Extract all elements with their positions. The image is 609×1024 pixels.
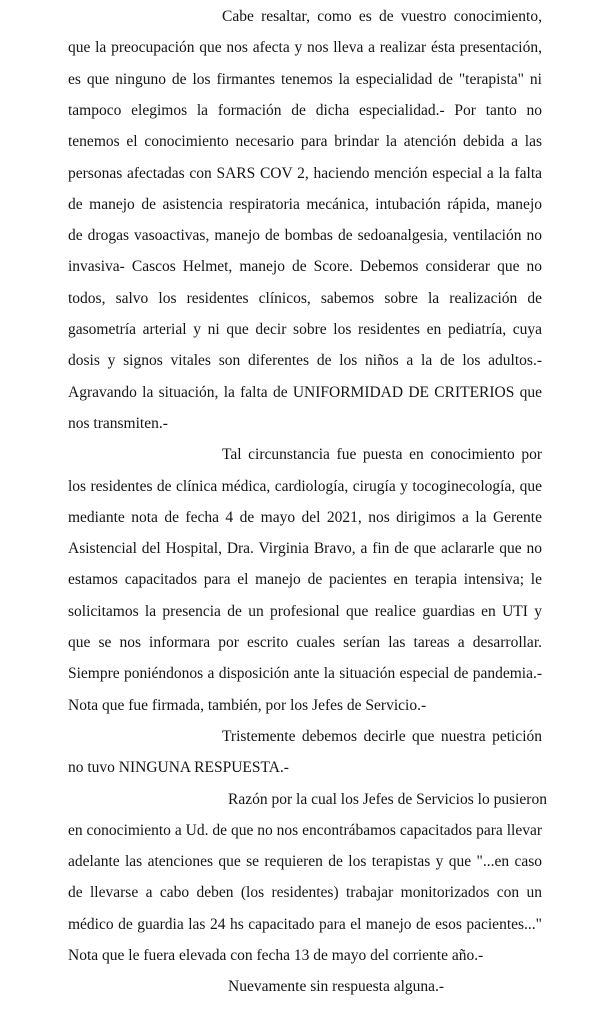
text-line: dosis y signos vitales son diferentes de los niños a la de los adultos.- xyxy=(68,352,542,369)
text-line: Asistencial del Hospital, Dra. Virginia Bravo, a fin de que aclararle que no xyxy=(68,540,542,557)
text-line: tampoco elegimos la formación de dicha especialidad.- Por tanto no xyxy=(68,102,542,119)
text-line: nos transmiten.- xyxy=(68,415,168,432)
text-line: tenemos el conocimiento necesario para brindar la atención debida a las xyxy=(68,133,542,150)
text-line: todos, salvo los residentes clínicos, sabemos sobre la realización de xyxy=(68,290,542,307)
text-line: Cabe resaltar, como es de vuestro conocimiento, xyxy=(222,8,542,25)
text-line: es que ninguno de los firmantes tenemos la especialidad de "terapista" ni xyxy=(68,71,542,88)
text-line: Nota que fue firmada, también, por los Jefes de Servicio.- xyxy=(68,697,427,714)
text-line: mediante nota de fecha 4 de mayo del 2021, nos dirigimos a la Gerente xyxy=(68,509,542,526)
text-line: que la preocupación que nos afecta y nos lleva a realizar ésta presentación, xyxy=(68,39,542,56)
text-line: en conocimiento a Ud. de que no nos encontrábamos capacitados para llevar xyxy=(68,822,542,839)
text-line: solicitamos la presencia de un profesional que realice guardias en UTI y xyxy=(68,603,542,620)
text-line: de llevarse a cabo deben (los residentes) trabajar monitorizados con un xyxy=(68,884,542,901)
text-line: no tuvo NINGUNA RESPUESTA.- xyxy=(68,759,289,776)
text-line: Razón por la cual los Jefes de Servicios lo pusieron xyxy=(228,791,547,808)
text-line: personas afectadas con SARS COV 2, haciendo mención especial a la falta xyxy=(68,165,542,182)
text-line: los residentes de clínica médica, cardiología, cirugía y tocoginecología, que xyxy=(68,478,542,495)
text-line: que se nos informara por escrito cuales serían las tareas a desarrollar. xyxy=(68,634,542,651)
text-line: estamos capacitados para el manejo de pacientes en terapia intensiva; le xyxy=(68,571,542,588)
text-line: invasiva- Cascos Helmet, manejo de Score. Debemos considerar que no xyxy=(68,258,542,275)
text-line: Nuevamente sin respuesta alguna.- xyxy=(228,978,445,995)
text-line: Nota que le fuera elevada con fecha 13 de mayo del corriente año.- xyxy=(68,947,484,964)
text-line: gasometría arterial y ni que decir sobre los residentes en pediatría, cuya xyxy=(68,321,542,338)
text-line: Tristemente debemos decirle que nuestra petición xyxy=(222,728,542,745)
text-line: Agravando la situación, la falta de UNIFORMIDAD DE CRITERIOS que xyxy=(68,384,542,401)
text-line: Siempre poniéndonos a disposición ante la situación especial de pandemia.- xyxy=(68,665,542,682)
text-line: de manejo de asistencia respiratoria mecánica, intubación rápida, manejo xyxy=(68,196,542,213)
text-line: adelante las atenciones que se requieren de los terapistas y que "...en caso xyxy=(68,853,542,870)
text-line: Tal circunstancia fue puesta en conocimiento por xyxy=(222,446,542,463)
text-line: médico de guardia las 24 hs capacitado para el manejo de esos pacientes..." xyxy=(68,916,542,933)
text-line: de drogas vasoactivas, manejo de bombas de sedoanalgesia, ventilación no xyxy=(68,227,542,244)
